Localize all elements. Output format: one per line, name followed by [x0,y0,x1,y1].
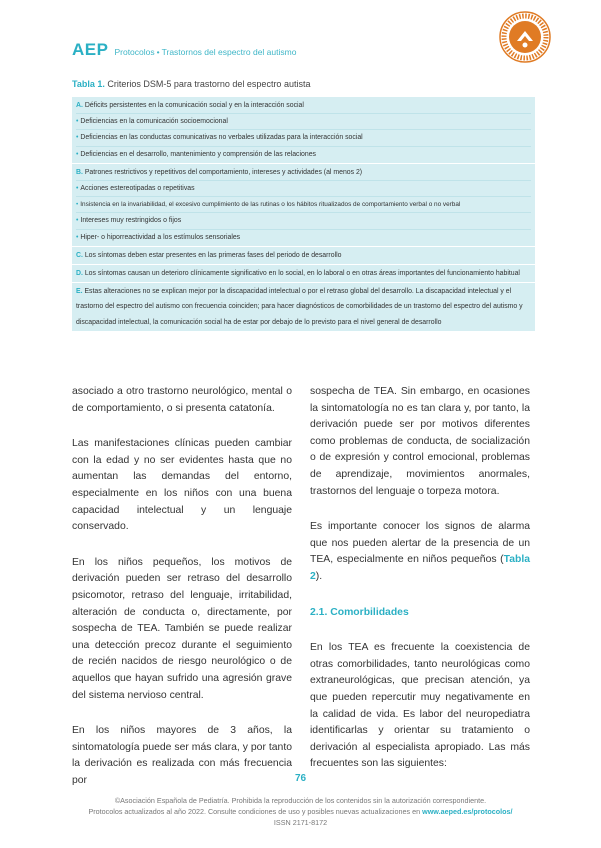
dsm5-criteria-table [72,97,535,332]
section-letter: C. [76,251,83,259]
section-letter: B. [76,168,83,176]
criteria-item: • Acciones estereotipadas o repetitivas [76,180,531,196]
section-heading: Déficits persistentes en la comunicación social y en la interacción social [84,102,304,109]
paragraph: Es importante conocer los signos de alarma que nos pueden alertar de la presencia de un TEA, especialmente en niños pequeños (Tabla 2). [310,521,530,582]
criteria-section-e [72,283,535,332]
paragraph: asociado a otro trastorno neurológico, mental o de comportamiento, o si presenta catatonía. [72,386,292,414]
table-caption [72,79,310,89]
aep-seal-icon [499,11,551,63]
paragraph: En los TEA es frecuente la coexistencia de otras comorbilidades, tanto neurológicas como extraneurológicas, que precisan atención, ya que pueden repercutir muy negativamente en la calidad de vida. Es labor del neuropediatra identificarlas y orientar su tratamiento o derivación al especialista apropiado. Las más frecuentes son las siguientes: [310,642,530,770]
table-2-link[interactable]: Tabla 2 [310,554,530,582]
criteria-item: • Insistencia en la invariabilidad, el excesivo cumplimiento de las rutinas o los hábitos ritualizados de comportamiento verbal o no verbal [76,196,531,212]
section-heading: Estas alteraciones no se explican mejor por la discapacidad intelectual o por el retraso global del desarrollo. La discapacidad intelectual y el trastorno del espectro del autismo con frecuencia coinciden; para hacer diagnósticos de comorbilidades de un trastorno del espectro del autismo y discapacidad intelectual, la comunicación social ha de estar por debajo de lo previsto para el nivel general de desarrollo [76,288,523,326]
section-heading: Patrones restrictivos y repetitivos del comportamiento, intereses y actividades (al menos 2) [84,168,363,176]
header-section: Protocolos [114,47,155,57]
section-letter: A. [76,102,83,109]
criteria-section-c [72,247,535,265]
page-header [72,40,296,62]
criteria-section-b [72,164,535,247]
paragraph: sospecha de TEA. Sin embargo, en ocasiones la sintomatología no es tan clara y, por tanto, la derivación puede ser por motivos diferentes como problemas de conducta, de socialización o de expresión y control emocional, problemas de aprendizaje, movimientos anormales, trastornos del lenguaje o torpeza motora. [310,386,530,497]
criteria-section-a [72,97,535,164]
footer-update-line: Protocolos actualizados al año 2022. Consulte condiciones de uso y posibles nuevas actualizaciones en www.aeped.es/protocolos/ [88,807,513,816]
header-separator: • [156,47,160,57]
footer-issn: ISSN 2171-8172 [273,818,328,827]
section-subheading: 2.1. Comorbilidades [310,606,409,618]
table-caption-label: Tabla 1. [72,79,105,89]
protocols-link[interactable]: www.aeped.es/protocolos/ [422,807,513,816]
header-title: Trastornos del espectro del autismo [161,47,297,57]
right-column [310,384,530,792]
criteria-item: • Intereses muy restringidos o fijos [76,212,531,228]
section-letter: E. [76,288,83,296]
paragraph: En los niños pequeños, los motivos de derivación pueden ser retraso del desarrollo psicomotor, retraso del lenguaje, irritabilidad, alteración de conducta o, directamente, por sospecha de TEA. También se puede realizar una detección precoz durante el seguimiento de recién nacidos de riesgo neurológico o de aquellos que hayan sufrido una agresión grave del sistema nervioso central. [72,556,292,701]
section-heading: Los síntomas deben estar presentes en las primeras fases del periodo de desarrollo [84,251,342,259]
footer-copyright: ©Asociación Española de Pediatría. Prohibida la reproducción de los contenidos sin la autorización correspondiente. [114,796,487,805]
left-column [72,384,292,808]
table-caption-text: Criterios DSM-5 para trastorno del espectro autista [107,79,311,89]
criteria-item: • Hiper- o hiporreactividad a los estímulos sensoriales [76,229,531,245]
page-number: 76 [294,773,307,784]
aep-logo: AEP [72,40,109,59]
criteria-item: • Deficiencias en la comunicación socioemocional [76,113,531,129]
criteria-item: • Deficiencias en el desarrollo, mantenimiento y comprensión de las relaciones [76,146,531,162]
criteria-item: • Deficiencias en las conductas comunicativas no verbales utilizadas para la interacción social [76,129,531,145]
criteria-section-d [72,265,535,283]
section-heading: Los síntomas causan un deterioro clínicamente significativo en lo social, en lo laboral o en otras áreas importantes del funcionamiento habitual [84,270,520,278]
paragraph: En los niños mayores de 3 años, la sintomatología puede ser más clara, y por tanto la derivación es realizada con más frecuencia por [72,725,292,786]
paragraph: Las manifestaciones clínicas pueden cambiar con la edad y no ser evidentes hasta que no aumentan las demandas del entorno, especialmente en los niños con una buena capacidad intelectual y un lenguaje conservado. [72,438,292,533]
section-letter: D. [76,270,83,278]
